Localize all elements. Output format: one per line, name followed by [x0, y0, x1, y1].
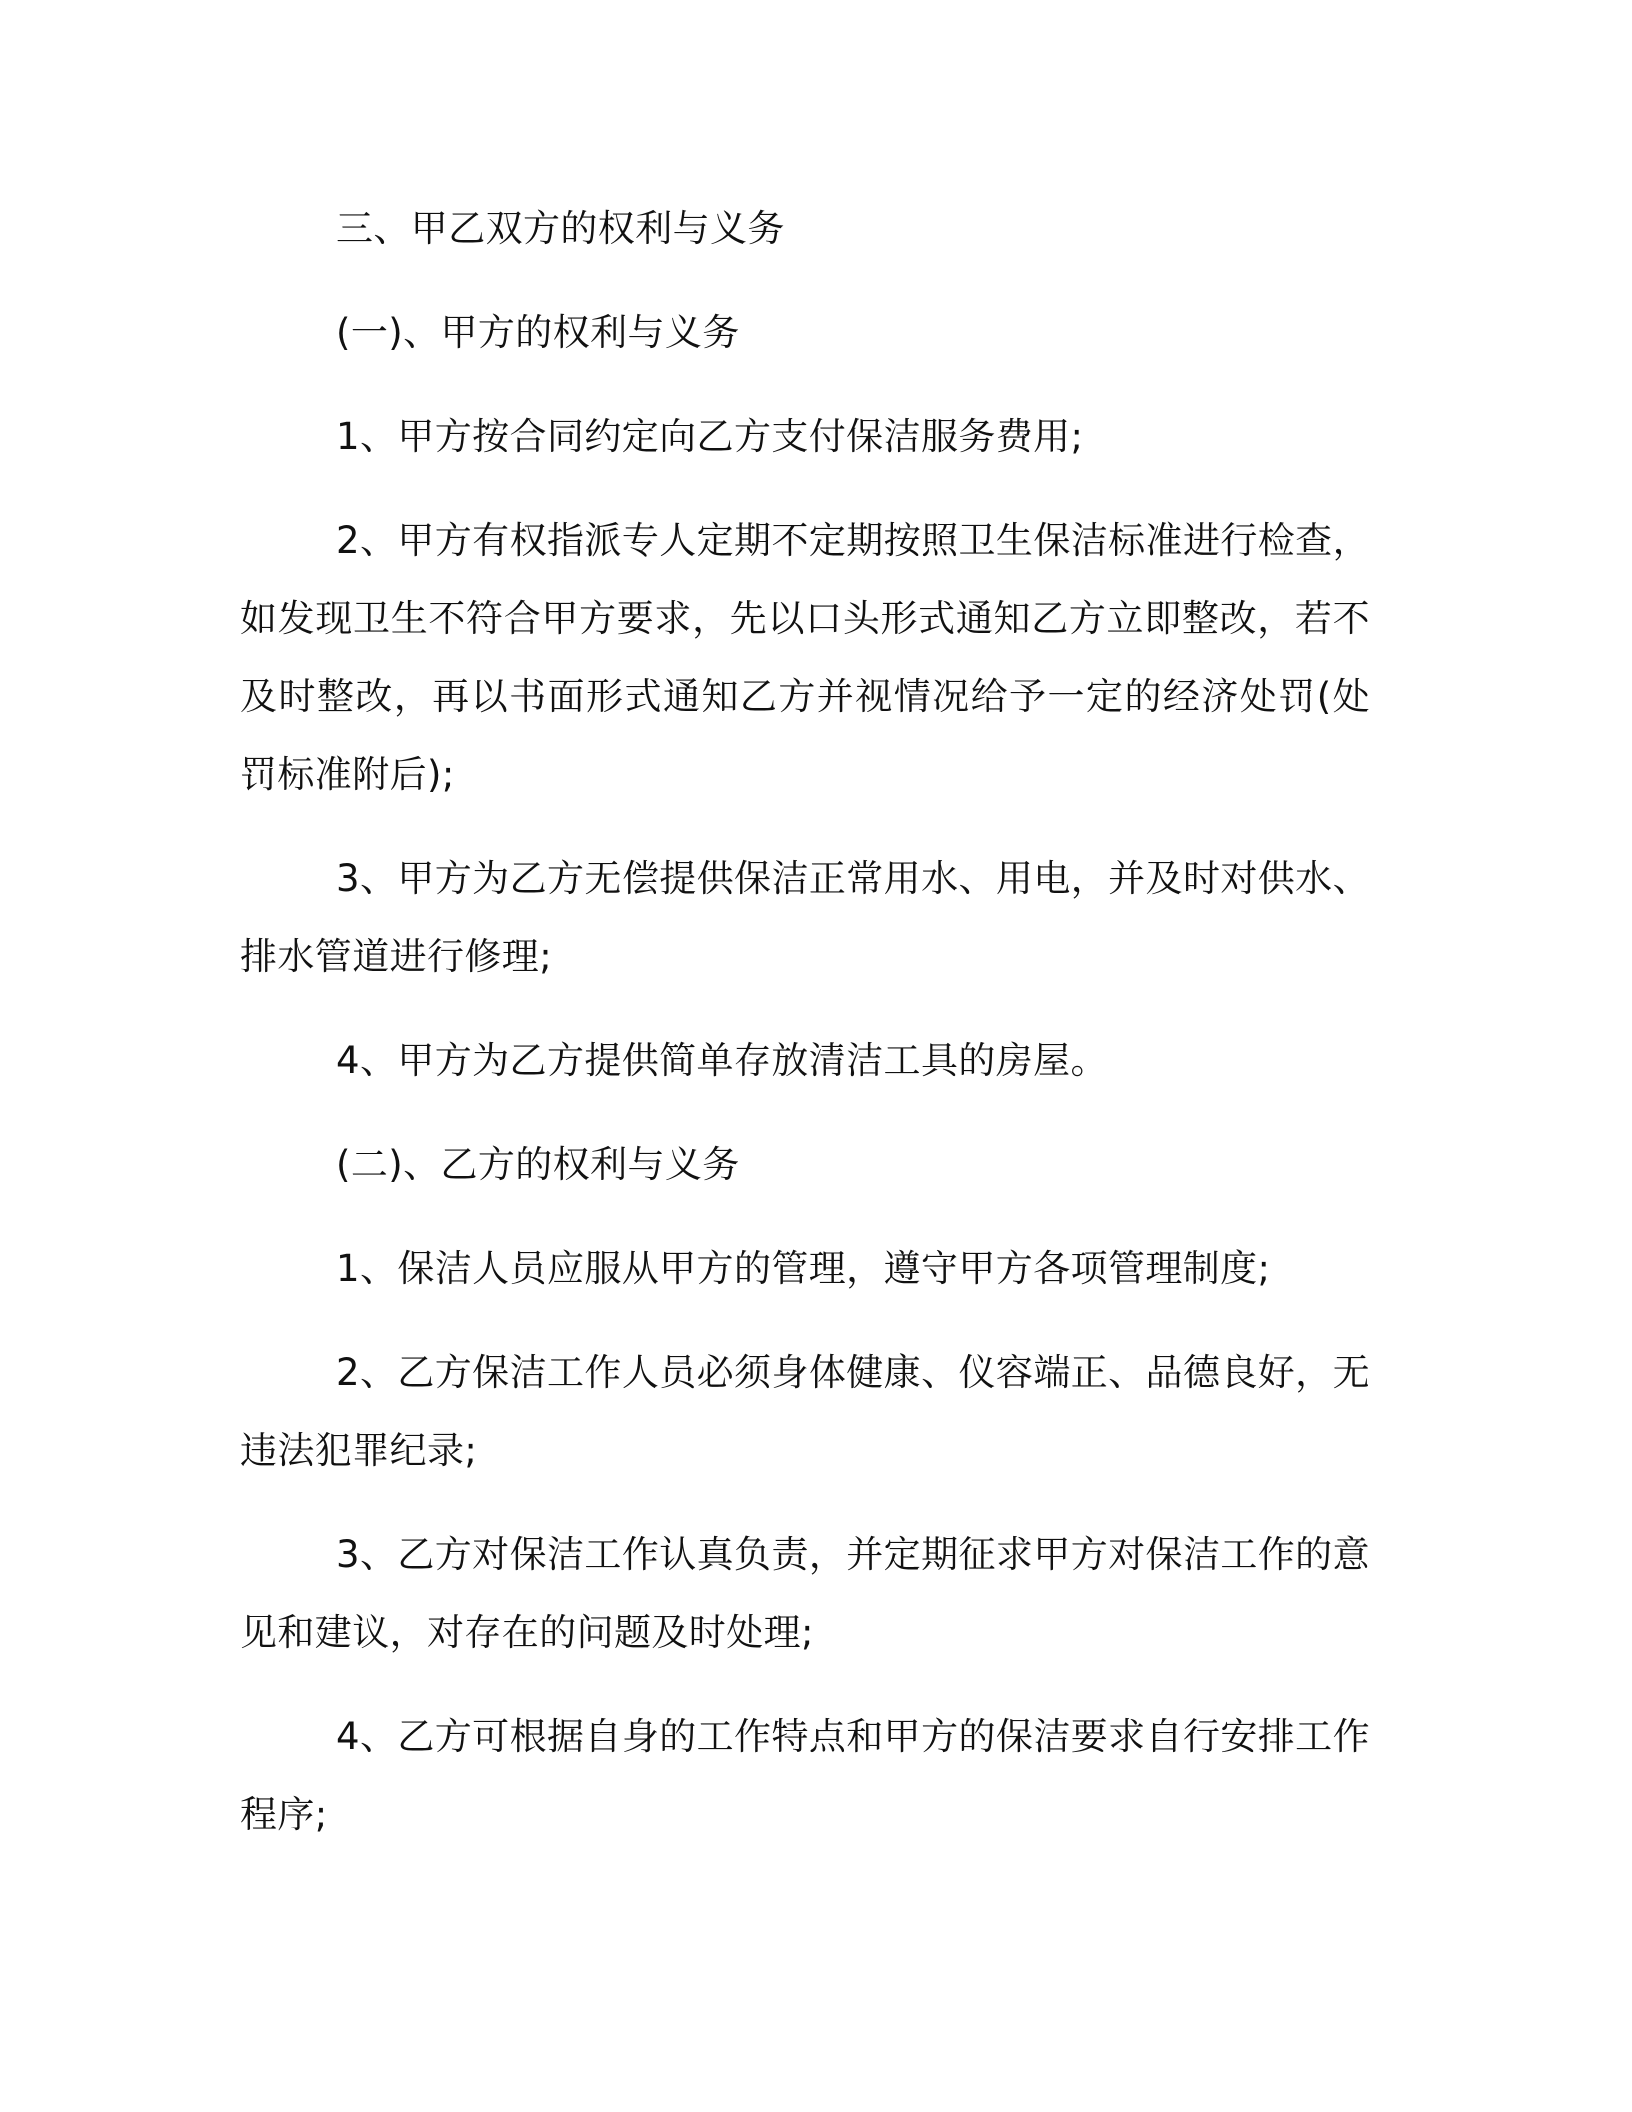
party-a-clause-2: 2、甲方有权指派专人定期不定期按照卫生保洁标准进行检查，如发现卫生不符合甲方要求，先以口头形式通知乙方立即整改，若不及时整改，再以书面形式通知乙方并视情况给予一定的经济处罚(处罚标准附后); [240, 519, 1370, 796]
party-b-clause-3: 3、乙方对保洁工作认真负责，并定期征求甲方对保洁工作的意见和建议，对存在的问题及时处理; [240, 1533, 1370, 1654]
party-a-clause-1: 1、甲方按合同约定向乙方支付保洁服务费用; [336, 415, 1084, 458]
party-b-clause-2: 2、乙方保洁工作人员必须身体健康、仪容端正、品德良好，无违法犯罪纪录; [240, 1351, 1370, 1472]
subsection-heading-party-b: (二)、乙方的权利与义务 [336, 1143, 740, 1186]
party-a-clause-4: 4、甲方为乙方提供简单存放清洁工具的房屋。 [336, 1039, 1108, 1082]
party-b-clause-4: 4、乙方可根据自身的工作特点和甲方的保洁要求自行安排工作程序; [240, 1715, 1370, 1836]
document-body [240, 190, 1370, 1880]
subsection-heading-party-a: (一)、甲方的权利与义务 [336, 311, 740, 354]
party-b-clause-1: 1、保洁人员应服从甲方的管理，遵守甲方各项管理制度; [336, 1247, 1271, 1290]
section-heading: 三、甲乙双方的权利与义务 [336, 207, 785, 250]
party-a-clause-3: 3、甲方为乙方无偿提供保洁正常用水、用电，并及时对供水、排水管道进行修理; [240, 857, 1370, 978]
